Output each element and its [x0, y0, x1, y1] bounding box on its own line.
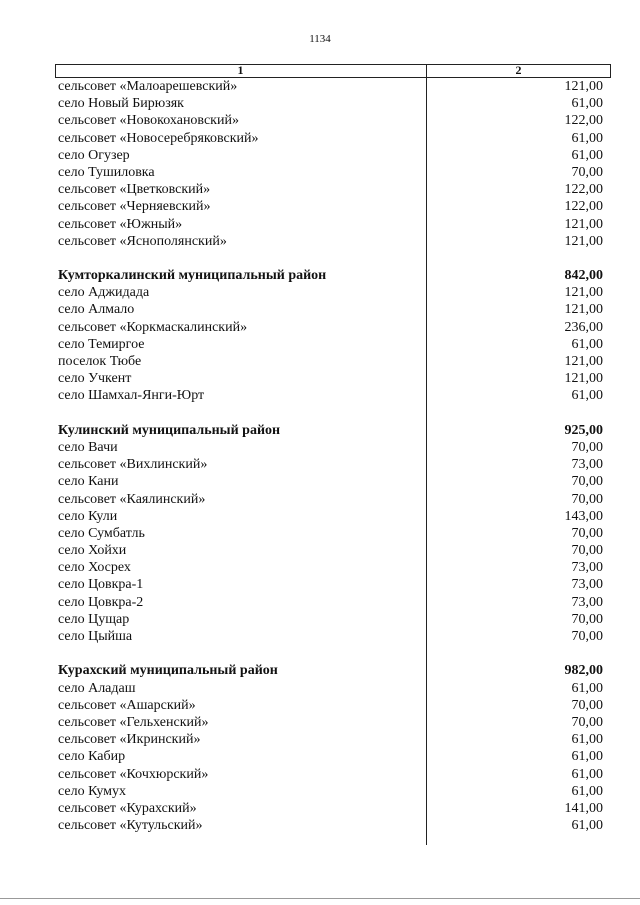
settlement-name: сельсовет «Яснополянский»: [58, 233, 227, 249]
settlement-value: 70,00: [571, 164, 603, 180]
table-row: [55, 233, 611, 250]
settlement-name: село Цущар: [58, 611, 130, 627]
section-spacer: [55, 405, 611, 422]
settlement-value: 122,00: [564, 113, 603, 129]
settlement-value: 121,00: [564, 79, 603, 94]
table-row: [55, 766, 611, 783]
table-row: [55, 112, 611, 129]
settlement-value: 121,00: [564, 216, 603, 232]
table-row: [55, 508, 611, 525]
settlement-value: 121,00: [564, 302, 603, 318]
settlement-value: 70,00: [571, 611, 603, 627]
settlement-name: село Цовкра-1: [58, 577, 144, 593]
table-row: [55, 198, 611, 215]
settlement-name: сельсовет «Икринский»: [58, 732, 201, 748]
district-total: 982,00: [564, 663, 603, 679]
table-row: [55, 130, 611, 147]
section-spacer: [55, 250, 611, 267]
settlement-value: 121,00: [564, 371, 603, 387]
table-row: [55, 542, 611, 559]
settlement-value: 70,00: [571, 439, 603, 455]
settlement-name: сельсовет «Кутульский»: [58, 818, 203, 834]
table-body: [55, 78, 611, 834]
district-name: Кулинский муниципальный район: [58, 422, 281, 438]
settlement-value: 61,00: [571, 749, 603, 765]
table-row: [55, 576, 611, 593]
settlement-name: село Кумух: [58, 783, 127, 799]
settlement-value: 122,00: [564, 182, 603, 198]
settlement-value: 70,00: [571, 474, 603, 490]
settlement-name: поселок Тюбе: [58, 354, 142, 369]
page-number: 1134: [309, 33, 331, 45]
settlement-name: село Сумбатль: [58, 525, 145, 541]
allocation-table: [55, 64, 611, 845]
table-row: [55, 216, 611, 233]
district-total: 925,00: [564, 422, 603, 438]
table-row: [55, 284, 611, 301]
district-header-row: [55, 267, 611, 284]
settlement-value: 61,00: [571, 818, 603, 834]
settlement-name: село Учкент: [58, 371, 132, 387]
table-row: [55, 714, 611, 731]
settlement-value: 61,00: [571, 783, 603, 799]
settlement-value: 73,00: [571, 560, 603, 576]
settlement-value: 121,00: [564, 233, 603, 249]
table-row: [55, 680, 611, 697]
column-header-2: 2: [515, 63, 522, 77]
table-row: [55, 181, 611, 198]
settlement-name: село Тушиловка: [58, 164, 155, 180]
district-total: 842,00: [564, 268, 603, 284]
settlement-name: село Темиргое: [58, 336, 145, 352]
settlement-value: 73,00: [571, 457, 603, 473]
table-row: [55, 439, 611, 456]
table-row: [55, 491, 611, 508]
settlement-name: село Цыйша: [58, 629, 133, 644]
table-row: [55, 353, 611, 370]
section-spacer: [55, 645, 611, 662]
settlement-name: село Огузер: [58, 147, 130, 163]
settlement-name: село Хосрех: [58, 560, 131, 576]
table-row: [55, 78, 611, 95]
settlement-value: 61,00: [571, 130, 603, 146]
settlement-value: 61,00: [571, 336, 603, 352]
settlement-value: 70,00: [571, 525, 603, 541]
settlement-name: село Кули: [58, 508, 118, 524]
settlement-name: сельсовет «Новокохановский»: [58, 113, 239, 129]
settlement-name: село Новый Бирюзяк: [58, 96, 184, 112]
table-header: [55, 64, 611, 78]
district-name: Кумторкалинский муниципальный район: [58, 268, 327, 284]
settlement-value: 122,00: [564, 199, 603, 215]
settlement-value: 70,00: [571, 714, 603, 730]
settlement-name: село Аладаш: [58, 680, 136, 696]
district-header-row: [55, 422, 611, 439]
table-row: [55, 731, 611, 748]
settlement-value: 70,00: [571, 629, 603, 644]
settlement-name: село Кабир: [58, 749, 126, 765]
settlement-name: сельсовет «Новосеребряковский»: [58, 130, 259, 146]
settlement-name: село Цовкра-2: [58, 594, 144, 610]
settlement-name: село Кани: [58, 474, 119, 490]
settlement-name: сельсовет «Ашарский»: [58, 697, 196, 713]
table-row: [55, 387, 611, 404]
settlement-value: 70,00: [571, 697, 603, 713]
table-row: [55, 456, 611, 473]
page-bottom-line: [0, 898, 640, 899]
table-row: [55, 164, 611, 181]
settlement-name: сельсовет «Гельхенский»: [58, 714, 209, 730]
table-row: [55, 697, 611, 714]
settlement-value: 61,00: [571, 147, 603, 163]
settlement-value: 61,00: [571, 766, 603, 782]
settlement-name: сельсовет «Малоарешевский»: [58, 79, 238, 94]
settlement-value: 61,00: [571, 680, 603, 696]
settlement-value: 70,00: [571, 543, 603, 559]
settlement-name: сельсовет «Каялинский»: [58, 491, 206, 507]
table-row: [55, 611, 611, 628]
settlement-name: сельсовет «Южный»: [58, 216, 183, 232]
table-row: [55, 800, 611, 817]
table-row: [55, 95, 611, 112]
settlement-name: село Аджидада: [58, 285, 150, 301]
table-row: [55, 594, 611, 611]
settlement-name: сельсовет «Черняевский»: [58, 199, 211, 215]
settlement-value: 73,00: [571, 594, 603, 610]
settlement-value: 121,00: [564, 285, 603, 301]
settlement-value: 70,00: [571, 491, 603, 507]
settlement-value: 121,00: [564, 354, 603, 369]
district-name: Курахский муниципальный район: [58, 663, 278, 679]
settlement-value: 236,00: [564, 319, 603, 335]
table-row: [55, 748, 611, 765]
table-row: [55, 628, 611, 645]
settlement-name: село Вачи: [58, 439, 118, 455]
table-row: [55, 301, 611, 318]
table-row: [55, 473, 611, 490]
settlement-name: село Шамхал-Янги-Юрт: [58, 388, 205, 404]
table-row: [55, 336, 611, 353]
table-row: [55, 525, 611, 542]
district-header-row: [55, 662, 611, 679]
settlement-value: 61,00: [571, 732, 603, 748]
settlement-value: 61,00: [571, 388, 603, 404]
settlement-value: 61,00: [571, 96, 603, 112]
table-row: [55, 559, 611, 576]
settlement-value: 141,00: [564, 800, 603, 816]
settlement-name: сельсовет «Курахский»: [58, 800, 197, 816]
settlement-value: 143,00: [564, 508, 603, 524]
table-row: [55, 783, 611, 800]
settlement-value: 73,00: [571, 577, 603, 593]
settlement-name: село Алмало: [58, 302, 135, 318]
settlement-name: сельсовет «Цветковский»: [58, 182, 211, 198]
settlement-name: село Хойхи: [58, 543, 127, 559]
table-row: [55, 370, 611, 387]
table-row: [55, 817, 611, 834]
column-header-1: 1: [237, 63, 244, 77]
table-row: [55, 147, 611, 164]
table-row: [55, 319, 611, 336]
settlement-name: сельсовет «Коркмаскалинский»: [58, 319, 248, 335]
settlement-name: сельсовет «Вихлинский»: [58, 457, 208, 473]
settlement-name: сельсовет «Кочхюрский»: [58, 766, 209, 782]
